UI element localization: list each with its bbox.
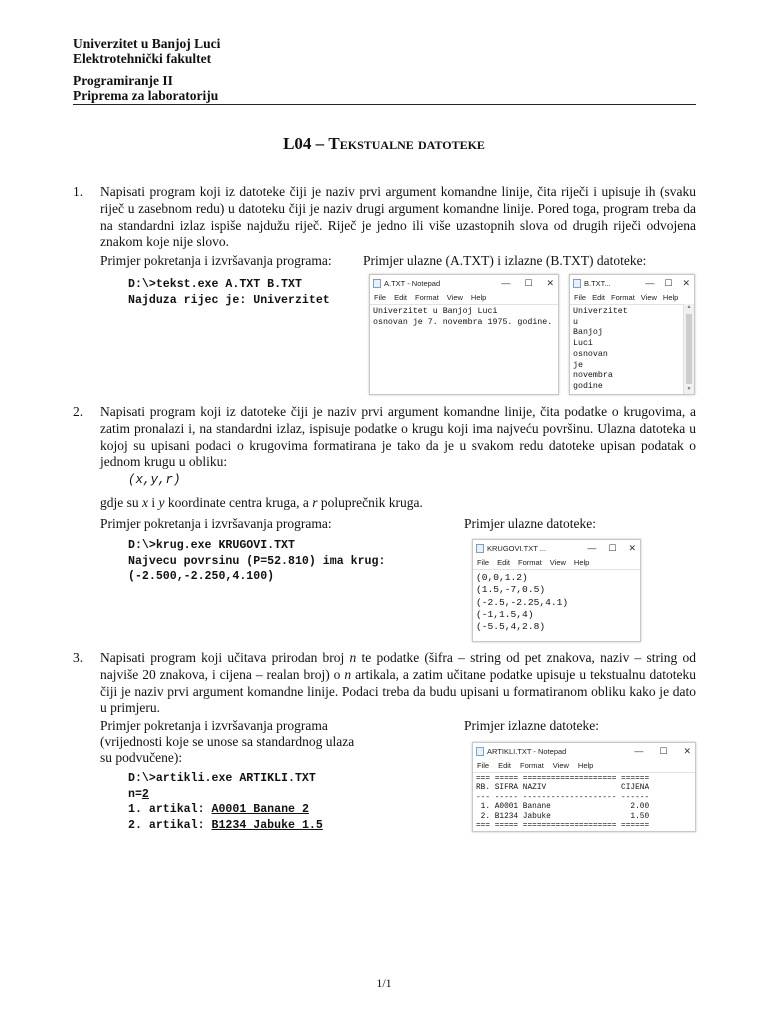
notepad-window-a [369, 274, 559, 395]
text-line: Univerzitet u Banjoj Luci [373, 307, 498, 316]
task3-run-label-1: Primjer pokretanja i izvršavanja programa [100, 718, 328, 733]
notepad-window-artikli [472, 742, 696, 832]
code-line: Najduza rijec je: Univerzitet [128, 293, 330, 307]
text-line: Banjoj [573, 328, 603, 338]
menu-format[interactable]: Format [520, 761, 544, 770]
notepad-icon [573, 279, 581, 288]
menu-help[interactable]: Help [573, 558, 590, 567]
doc-subtitle: Priprema za laboratoriju [73, 88, 219, 103]
menu-format[interactable]: Format [611, 293, 635, 302]
notepad-title: ARTIKLI.TXT - Notepad [487, 746, 567, 756]
task2-io-label: Primjer ulazne datoteke: [464, 516, 596, 531]
notepad-titlebar [370, 275, 558, 291]
code-line: D:\>krug.exe KRUGOVI.TXT [128, 539, 295, 552]
notepad-menubar [473, 759, 695, 773]
close-icon[interactable]: ✕ [546, 277, 554, 288]
text-line: (0,0,1.2) [476, 572, 528, 583]
task1-number: 1. [73, 184, 84, 199]
code-line: D:\>tekst.exe A.TXT B.TXT [128, 278, 302, 291]
notepad-menubar [570, 291, 694, 305]
text-line: Luci [573, 339, 593, 349]
menu-edit[interactable]: Edit [497, 558, 511, 567]
notepad-icon [373, 279, 381, 288]
menu-view[interactable]: View [549, 558, 566, 567]
code-line: Najvecu povrsinu (P=52.810) ima krug: [128, 554, 386, 568]
close-icon[interactable]: ✕ [628, 542, 636, 553]
menu-view[interactable]: View [640, 293, 657, 302]
text-line: osnovan [573, 349, 608, 359]
task2-number: 2. [73, 404, 84, 419]
text-line: === ===== ==================== ====== [476, 775, 650, 783]
notepad-menubar [370, 291, 558, 305]
menu-edit[interactable]: Edit [394, 293, 408, 302]
notepad-text-area[interactable] [473, 773, 695, 832]
notepad-titlebar [570, 275, 694, 291]
task3-run-label-2: (vrijednosti koje se unose sa standardnog ulaza [100, 734, 355, 749]
notepad-titlebar [473, 743, 695, 759]
menu-edit[interactable]: Edit [498, 761, 512, 770]
menu-edit[interactable]: Edit [592, 293, 606, 302]
text-line: (-1,1.5,4) [476, 608, 534, 620]
notepad-title: KRUGOVI.TXT ... [487, 543, 547, 553]
faculty-name: Elektrotehnički fakultet [73, 51, 212, 66]
task1-io-label: Primjer ulazne (A.TXT) i izlazne (B.TXT) datoteke: [363, 253, 647, 268]
university-name: Univerzitet u Banjoj Luci [73, 36, 221, 51]
task3-io-label: Primjer izlazne datoteke: [464, 718, 599, 733]
text-line: 1. A0001 Banane 2.00 [476, 803, 650, 812]
close-icon[interactable]: ✕ [682, 277, 690, 288]
text-line: Univerzitet [573, 307, 628, 316]
title-dash: – [311, 134, 329, 153]
maximize-icon[interactable]: ☐ [524, 277, 533, 288]
page-title [0, 134, 768, 154]
text-line: (-2.5,-2.25,4.1) [476, 596, 569, 608]
task2-text: Napisati program koji iz datoteke čiji je naziv prvi argument komandne linije, čita podatke o krugovima, a zatim pronalazi i, na standardni izlaz, ispisuje podatke o krugu koji ima najveću površinu. Ulazna datoteka u kojoj su upisani podaci o krugovima formatirana je tako da je u svakom redu datoteke upisan podatak o jednom krugu u obliku: [100, 404, 696, 470]
menu-view[interactable]: View [446, 293, 463, 302]
text-line: je [573, 360, 583, 370]
notepad-title: A.TXT - Notepad [384, 278, 441, 288]
notepad-window-b [569, 274, 695, 395]
maximize-icon[interactable]: ☐ [659, 745, 668, 756]
text-line: (1.5,-7,0.5) [476, 584, 546, 596]
task1-run-label: Primjer pokretanja i izvršavanja programa: [100, 253, 332, 268]
code-line: 1. artikal: A0001 Banane 2 [128, 803, 309, 816]
notepad-icon [476, 747, 484, 756]
minimize-icon[interactable]: — [501, 278, 511, 288]
title-name: Tekstualne datoteke [328, 134, 485, 153]
text-line: novembra [573, 371, 613, 381]
menu-format[interactable]: Format [518, 558, 542, 567]
notepad-window-krugovi [472, 539, 641, 642]
menu-help[interactable]: Help [577, 761, 594, 770]
minimize-icon[interactable]: — [634, 746, 644, 756]
maximize-icon[interactable]: ☐ [664, 277, 673, 288]
notepad-icon [476, 544, 484, 553]
code-line: 2. artikal: B1234 Jabuke 1.5 [128, 818, 323, 832]
menu-file[interactable]: File [477, 558, 490, 567]
task3-code [128, 771, 323, 833]
text-line: u [573, 317, 578, 327]
task1-code [128, 277, 330, 308]
text-line: RB. SIFRA NAZIV CIJENA [476, 784, 650, 793]
text-line: 2. B1234 Jabuke 1.50 [476, 812, 650, 821]
maximize-icon[interactable]: ☐ [608, 542, 617, 553]
menu-view[interactable]: View [552, 761, 569, 770]
minimize-icon[interactable]: — [587, 543, 597, 553]
task1-text: Napisati program koji iz datoteke čiji je naziv prvi argument komandne linije, čita riječi i upisuje ih (svaku riječ u zasebnom redu) u datoteku čiji je naziv drugi argument komandne linije. Pored toga, program treba da na standardni izlaz ispiše najdužu riječ. Riječ je jedno ili više uzastopnih slova od drugih riječi odvojena znakom koje nije slovo. [100, 184, 696, 250]
notepad-text-area[interactable] [370, 305, 558, 330]
menu-help[interactable]: Help [470, 293, 487, 302]
task3-number: 3. [73, 650, 84, 665]
menu-help[interactable]: Help [662, 293, 679, 302]
notepad-menubar [473, 556, 640, 570]
task2-format: (x,y,r) [128, 473, 181, 487]
task2-where: gdje su x i y koordinate centra kruga, a r poluprečnik kruga. [100, 495, 423, 510]
title-code: L04 [283, 134, 312, 153]
notepad-scrollbar[interactable]: ▲ ▼ [683, 304, 694, 394]
notepad-text-area[interactable] [570, 305, 694, 395]
task2-code [128, 538, 385, 585]
notepad-title: B.TXT... [584, 278, 611, 288]
menu-format[interactable]: Format [415, 293, 439, 302]
text-line: (-5.5,4,2.8) [476, 621, 546, 633]
course-name: Programiranje II [73, 73, 173, 88]
task3-run-label-3: su podvučene): [100, 750, 183, 765]
close-icon[interactable]: ✕ [683, 745, 691, 756]
minimize-icon[interactable]: — [645, 278, 655, 288]
code-line: n=2 [128, 787, 149, 801]
text-line: osnovan je 7. novembra 1975. godine. [373, 317, 553, 327]
menu-file[interactable]: File [574, 293, 587, 302]
notepad-titlebar [473, 540, 640, 556]
page-number: 1/1 [376, 976, 392, 990]
text-line: === ===== ==================== ====== [476, 822, 650, 831]
text-line: godine [573, 381, 603, 391]
text-line: --- ----- -------------------- ------ [476, 793, 650, 802]
menu-file[interactable]: File [374, 293, 387, 302]
code-line: D:\>artikli.exe ARTIKLI.TXT [128, 772, 316, 785]
task3-text: Napisati program koji učitava prirodan broj n te podatke (šifra – string od pet znakova, naziv – string od najviše 20 znakova, i cijena – realan broj) o n artikala, a zatim učitane podatke upisuje u tekstualnu datoteku čiji je naziv prvi argument komandne linije. Podaci treba da budu upisani u formatiranom obliku kako je dato u primjeru. [100, 650, 696, 716]
menu-file[interactable]: File [477, 761, 490, 770]
task2-run-label: Primjer pokretanja i izvršavanja programa: [100, 516, 332, 531]
code-line: (-2.500,-2.250,4.100) [128, 570, 275, 583]
notepad-text-area[interactable] [473, 570, 640, 635]
header-rule [73, 104, 696, 105]
